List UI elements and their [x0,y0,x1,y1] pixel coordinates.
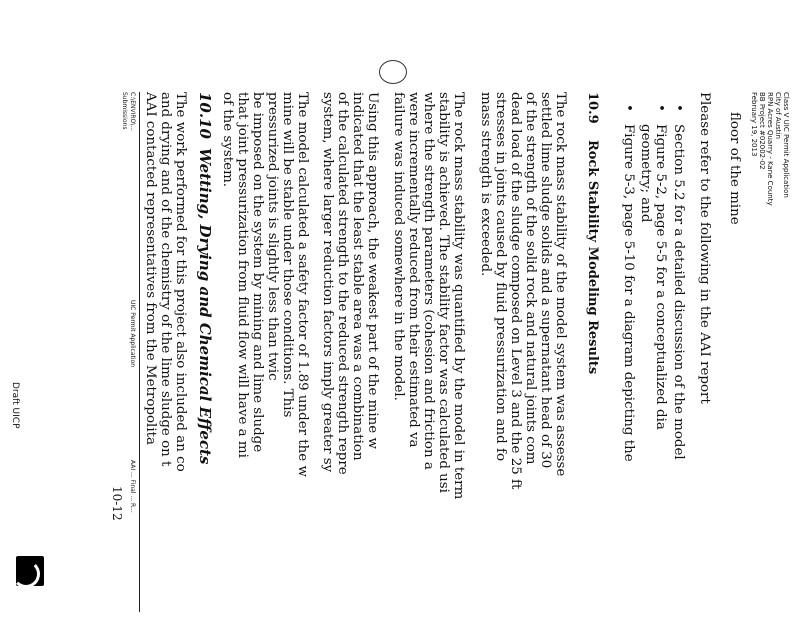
scanner-mark-icon [16,556,44,586]
paragraph-line: of the calculated strength to the reduced strength repre [335,92,350,475]
intro-line: floor of the mine [727,112,742,225]
paragraph-line: indicated that the least stable area was a combination [350,92,365,461]
paragraph-line: mass strength is exceeded. [478,92,493,277]
paragraph-line: mine will be stable under those conditions. This [280,92,295,418]
paragraph-line: pressurized joints is slightly less than twic [265,92,280,381]
paragraph-line: Using this approach, the weakest part of the mine w [365,92,380,449]
bullet-text: Figure 5-3, page 5-10 for a diagram depicting the [621,124,636,462]
paragraph-line: stresses in joints caused by fluid pressurization and fo [493,92,508,462]
bullet-text: Section 5.2 for a detailed discussion of the model [671,124,686,460]
paragraph-line: be imposed on the system by mining and lime sludge [250,92,265,453]
punch-hole [379,60,407,84]
intro-line: Please refer to the following in the AAI report [697,92,712,404]
paragraph-line: of the system. [220,92,235,188]
bullet-dot: • [621,104,636,112]
page-number: 10-12 [110,486,124,521]
paragraph-line: dead load of the sludge composed on Level 3 and the 25 ft [508,92,523,490]
paragraph-line: were incrementally reduced from their estimated va [406,92,421,448]
footer-title: UIC Permit Application [129,300,136,368]
paragraph-line: system, where larger reduction factors imply greater sy [320,92,335,473]
header-line: Class V UIC Permit Application [782,92,790,198]
section-title: Rock Stability Modeling Results [585,140,600,375]
bullet-dot: • [671,104,686,112]
paragraph-line: stability is achieved. The stability factor was calculated usi [436,92,451,493]
section-number: 10.9 [585,92,600,124]
section-title: Wetting, Drying and Chemical Effects [196,148,214,465]
paragraph-line: where the strength parameters (cohesion and friction a [421,92,436,470]
footer-path: Submissions [121,92,128,130]
bullet-dot: • [653,104,668,112]
paragraph-line: The rock mass stability was quantified by the model in term [451,92,466,500]
paragraph-line: settled lime sludge solids and a supernatant head of 30 [538,92,553,469]
paragraph-line: failure was induced somewhere in the model. [391,92,406,401]
paragraph-line: and drying and of the chemistry of the lime sludge on t [158,92,173,467]
footer-divider [139,92,140,612]
header-line: BB Project #02002-02 [758,92,766,170]
section-number: 10.10 [196,92,214,139]
header-line: City of Austin [774,92,782,139]
header-line: RPN Acres Quarry - Kane County [766,92,774,206]
bullet-text: Figure 5-2, page 5-5 for a conceptualized dia [653,124,668,430]
paragraph-line: of the strength of the solid rock and natural joints com [523,92,538,465]
paragraph-line: AAI contacted representatives from the Metropolita [143,92,158,445]
paragraph-line: The model calculated a safety factor of 1.89 under the w [295,92,310,477]
draft-stamp: Draft UICP [10,382,20,429]
paragraph-line: The work performed for this project also included an co [173,92,188,472]
footer-right: AAI ... Final ... R... [129,460,136,513]
header-line: February 19, 2013 [750,92,758,157]
paragraph-line: The rock mass stability of the model system was assesse [553,92,568,477]
footer-path: C:\ENVIRO\... [129,92,136,132]
bullet-text: geometry; and [638,124,653,223]
document-header [750,92,790,206]
paragraph-line: that joint pressurization from fluid flow will have a mi [235,92,250,458]
